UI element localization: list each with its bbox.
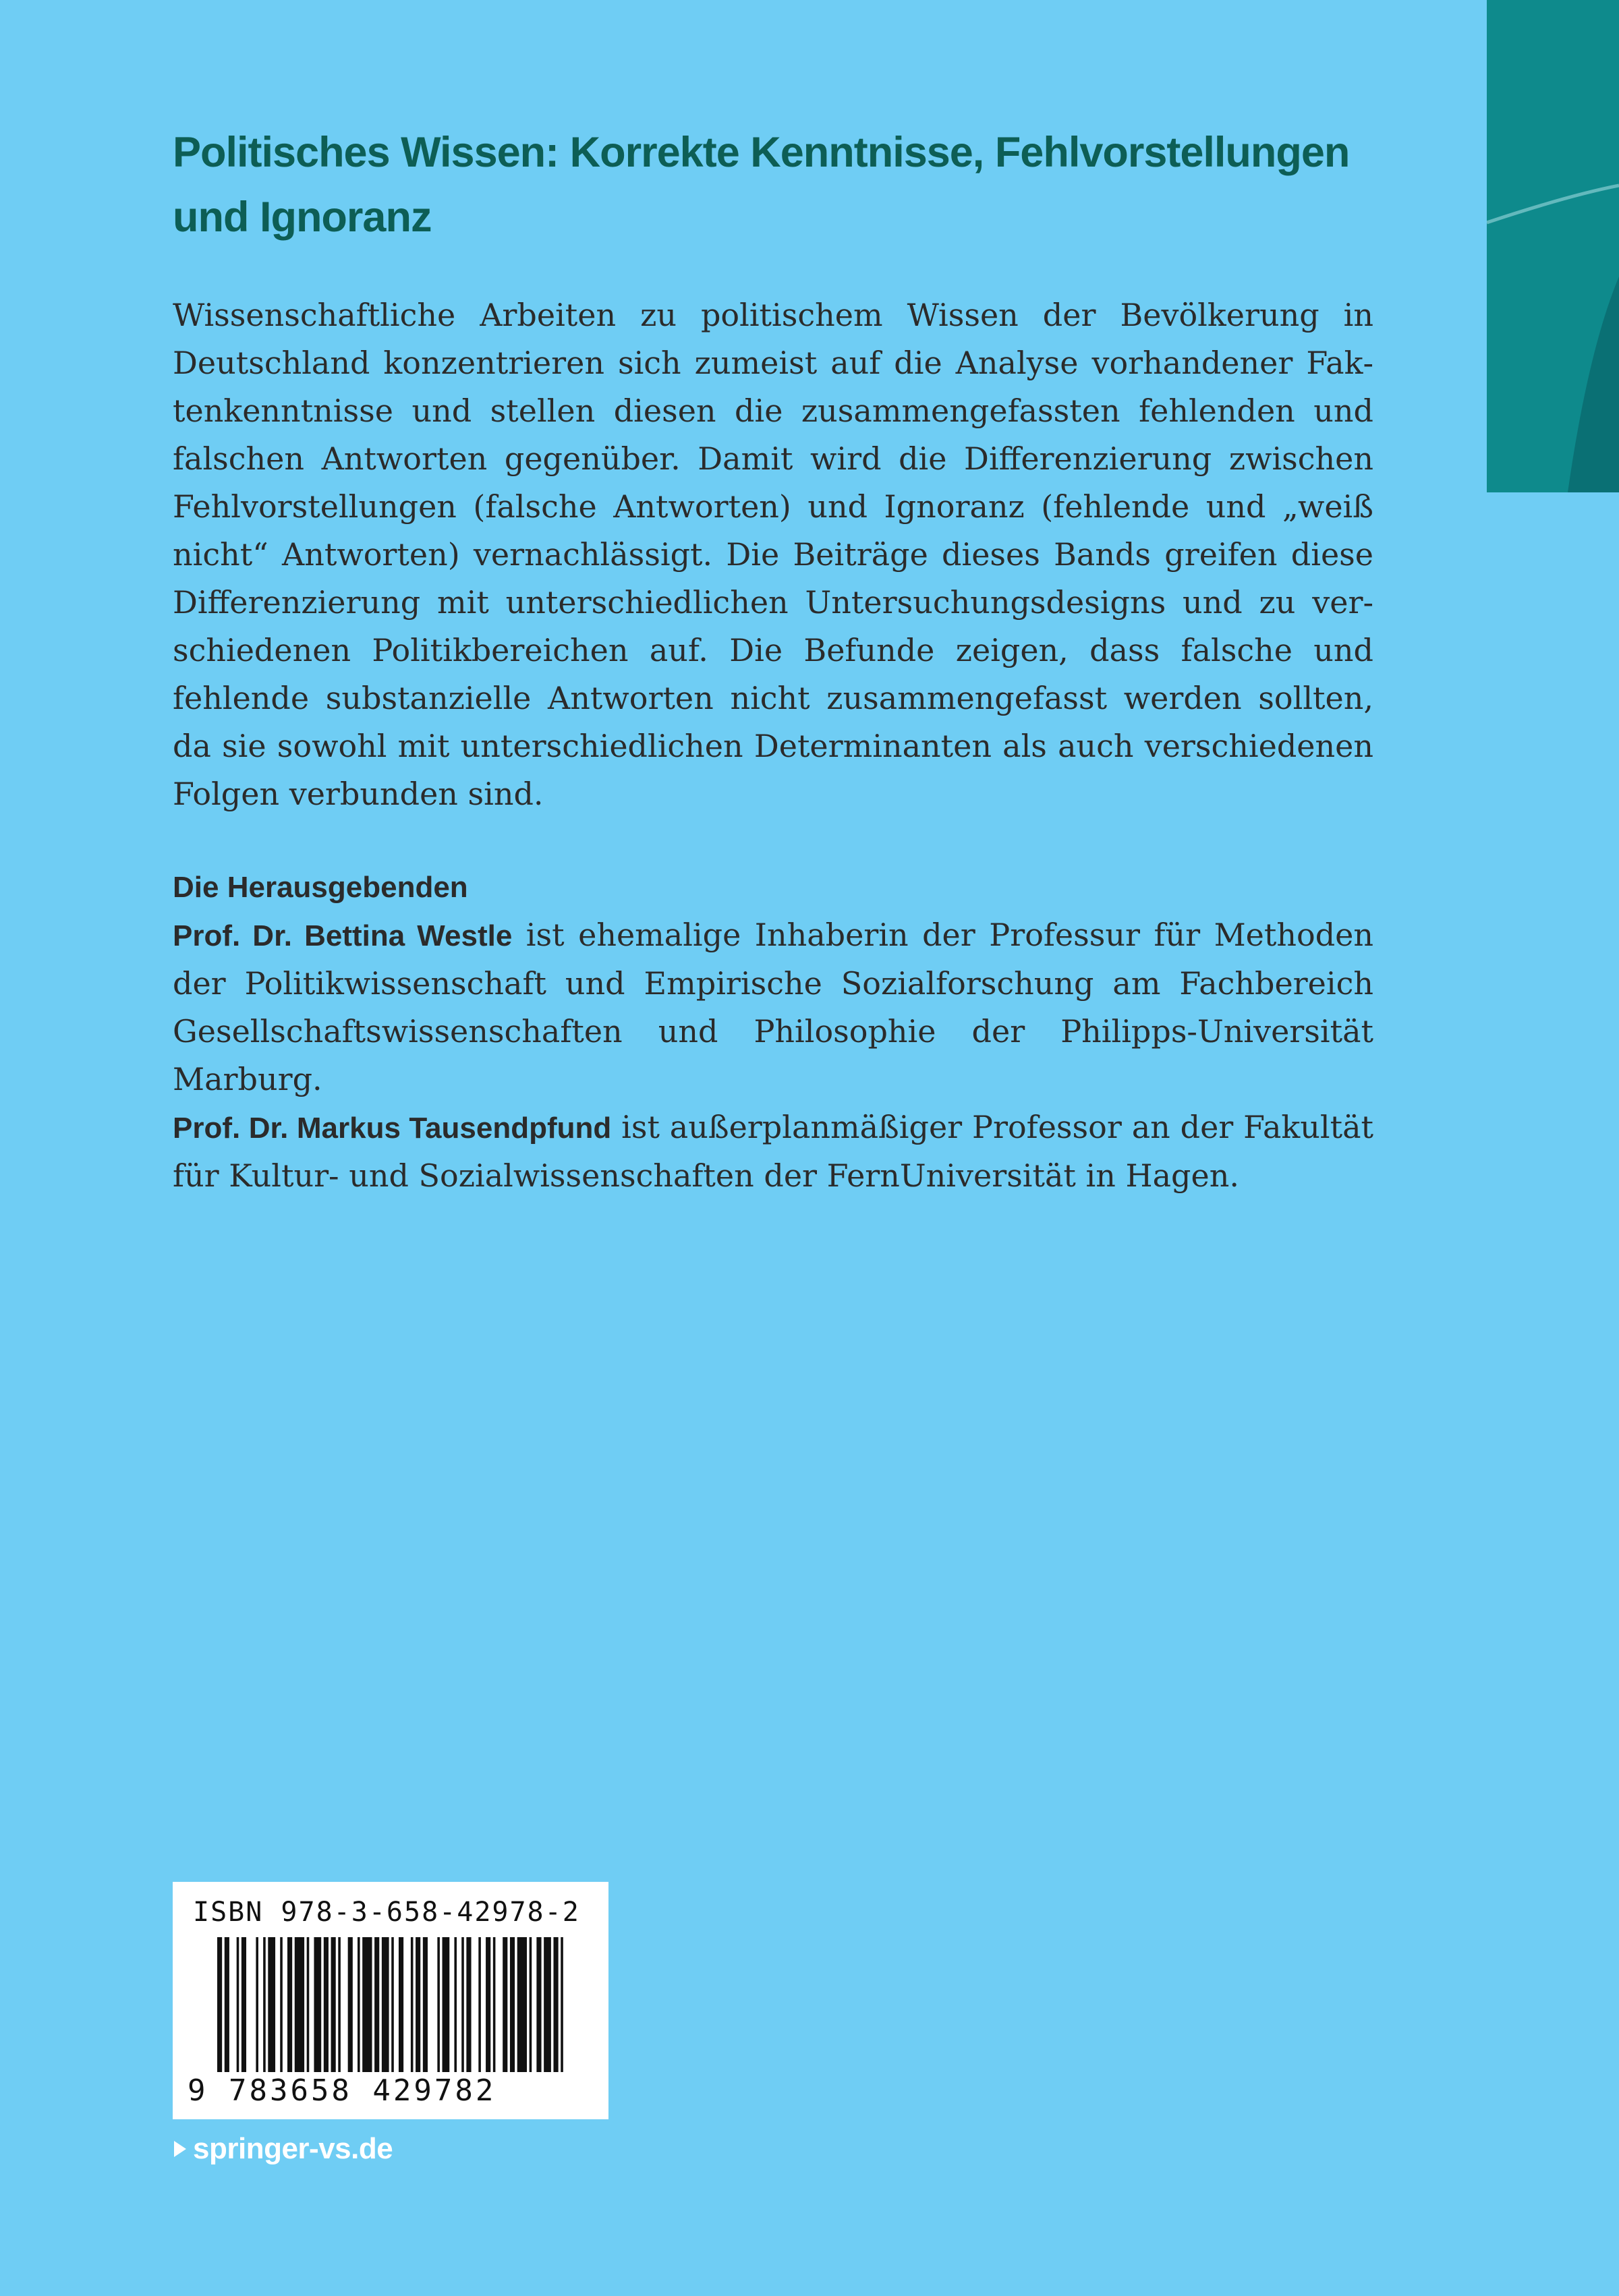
barcode-bar [486,1937,490,2072]
barcode-bar [348,1937,353,2072]
barcode-bar [416,1937,420,2072]
website-url[interactable]: springer-vs.de [193,2132,393,2165]
barcode-bar [314,1937,321,2072]
barcode-bar [391,1937,394,2072]
barcode-bar [454,1937,457,2072]
barcode-bar [324,1937,329,2072]
editors-section [173,863,1373,1200]
barcode-bar [331,1937,336,2072]
barcode-bar [530,1937,532,2072]
barcode-bar [544,1937,551,2072]
barcode-bar [399,1937,403,2072]
barcode-bar [374,1937,379,2072]
barcode-bar [225,1937,229,2072]
barcode-bar [553,1937,558,2072]
editor-entry-tausendpfund [173,1103,1373,1200]
barcode-bar [242,1937,246,2072]
barcode-bar [411,1937,414,2072]
barcode-bar [362,1937,372,2072]
editor-name: Prof. Dr. Bettina Westle [173,919,513,952]
editors-heading: Die Herausgebenden [173,871,468,904]
book-description: Wissenschaftliche Arbeiten zu politischem Wissen der Bevölkerung in Deutschland konzentrieren sich zumeist auf die Analyse vorhandener Faktenkenntnisse und stellen diesen die zusammengefassten fehlenden und falschen Antworten gegenüber. Damit wird die Differenzierung zwischen Fehlvorstellungen (falsche Antworten) und Ignoranz (fehlende und „weiß nicht“ Antworten) vernachlässigt. Die Beiträge dieses Bands greifen diese Differenzierung mit unterschiedlichen Untersuchungsdesigns und zu verschiedenen Politikbereichen auf. Die Befunde zeigen, dass falsche und fehlende substanzielle Antworten nicht zusammengefasst werden sollten, da sie sowohl mit unterschiedlichen Determinanten als auch verschiedenen Folgen verbunden sind. [173,297,1373,812]
barcode-bar [478,1937,481,2072]
barcode-bars [217,1937,568,2072]
editor-bio-text: ist ehemalige Inhaberin der Professur für Methoden der Politikwissenschaft und Empirische Sozialforschung am Fachbereich Gesellschaftswissenschaften und Philosophie der Philipps-Universität Marburg. [173,917,1373,1097]
isbn-label: ISBN 978-3-658-42978-2 [193,1897,580,1928]
barcode-digits: 9 783658 429782 [188,2073,496,2108]
barcode-bar [561,1937,563,2072]
barcode-bar [307,1937,310,2072]
barcode-bar [256,1937,258,2072]
book-title: Politisches Wissen: Korrekte Kenntnisse, Fehlvorstellungen und Ignoranz [173,129,1350,241]
triangle-arrow-icon [173,2140,188,2158]
isbn-barcode [173,1882,608,2119]
decorative-corner-graphic [1487,0,1619,492]
barcode-bar [263,1937,266,2072]
editor-bio-text: ist außerplanmäßiger Professor an der Fakultät für Kultur- und Sozialwissenschaften der FernUniversität in Hagen. [173,1109,1373,1194]
barcode-bar [461,1937,464,2072]
barcode-bar [423,1937,428,2072]
barcode-bar [536,1937,541,2072]
editor-name: Prof. Dr. Markus Tausendpfund [173,1112,612,1145]
barcode-bar [237,1937,239,2072]
barcode-bar [493,1937,496,2072]
barcode-bar [517,1937,527,2072]
barcode-bar [466,1937,471,2072]
barcode-bar [338,1937,341,2072]
barcode-bar [437,1937,440,2072]
barcode-bar [268,1937,275,2072]
barcode-bar [503,1937,507,2072]
barcode-bar [217,1937,222,2072]
editor-entry-westle [173,911,1373,1103]
barcode-bar [510,1937,515,2072]
website-link[interactable] [173,2130,393,2168]
barcode-bar [280,1937,283,2072]
barcode-bar [358,1937,360,2072]
barcode-bar [287,1937,292,2072]
barcode-bar [382,1937,389,2072]
barcode-bar [295,1937,304,2072]
barcode-bar [443,1937,450,2072]
